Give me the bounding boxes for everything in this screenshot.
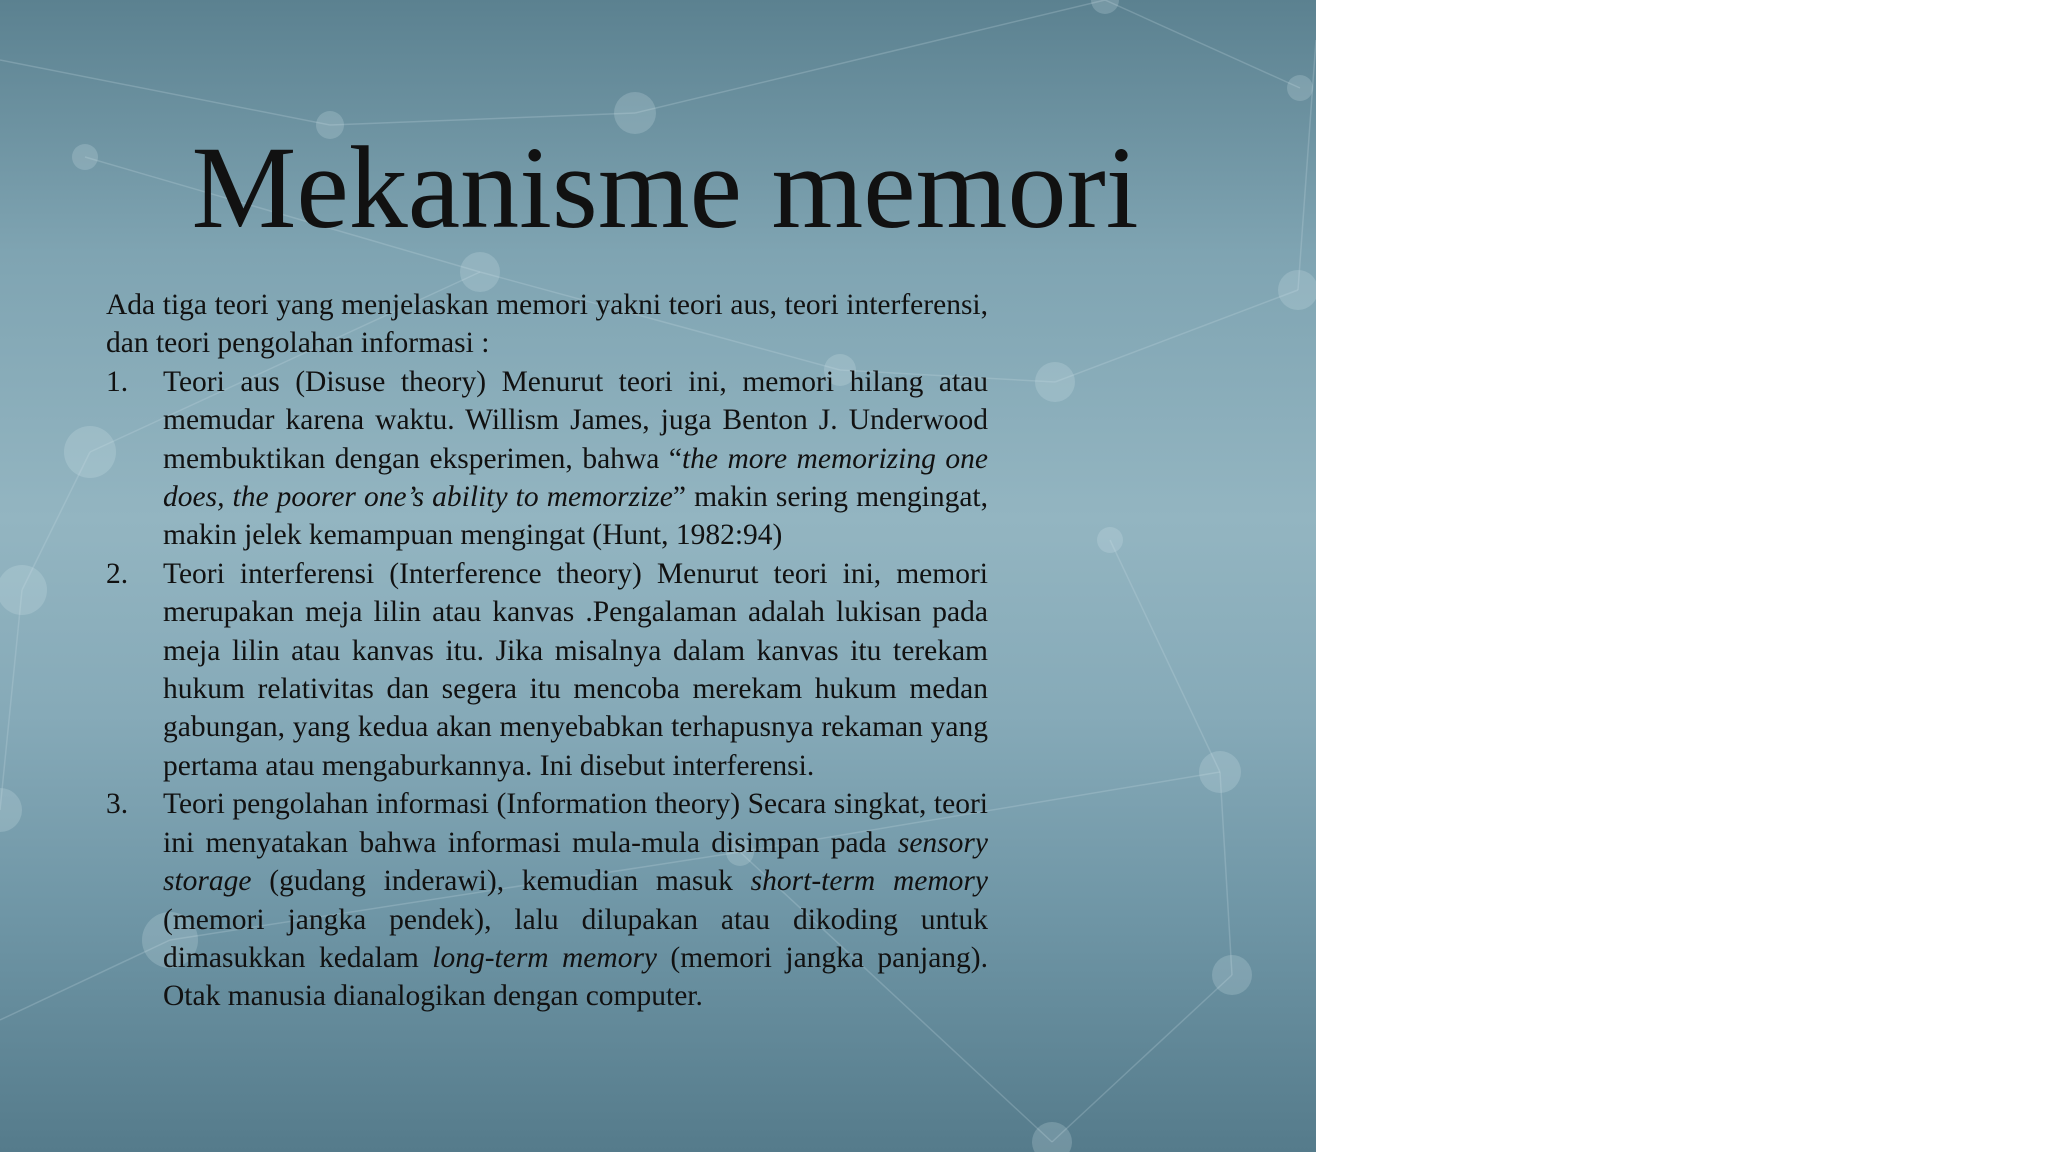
theory-item-2 <box>106 555 988 785</box>
text-run: ” makin sering mengingat, makin jelek kemampuan mengingat (Hunt, 1982:94) <box>163 481 988 552</box>
text-run: (memori jangka pendek), lalu dilupakan atau dikoding untuk dimasukkan kedalam <box>163 903 988 974</box>
item-number: 3. <box>106 788 129 821</box>
theory-item-1 <box>106 363 988 555</box>
slide-body <box>106 286 988 1016</box>
theory-item-3 <box>106 785 988 1015</box>
intro-text: Ada tiga teori yang menjelaskan memori yakni teori aus, teori interferensi, dan teori pengolahan informasi : <box>106 289 988 360</box>
item-text <box>163 363 988 555</box>
text-run-italic: short-term memory <box>750 865 988 898</box>
item-text <box>163 785 988 1015</box>
text-run: (memori jangka panjang). Otak manusia dianalogikan dengan computer. <box>163 941 988 1013</box>
item-number: 2. <box>106 557 129 590</box>
text-run-italic: long-term memory <box>432 941 658 974</box>
text-run: Teori interferensi (Interference theory) Menurut teori ini, memori merupakan meja lilin atau kanvas .Pengalaman adalah lukisan pada meja lilin atau kanvas itu. Jika misalnya dalam kanvas itu terekam hukum relativitas dan segera itu mencoba merekam hukum medan gabungan, yang kedua akan menyebabkan terhapusnya rekaman yang pertama atau mengaburkannya. Ini disebut interferensi. <box>163 557 988 782</box>
text-run-italic: sensory storage <box>163 826 988 898</box>
text-run: Teori aus (Disuse theory) Menurut teori ini, memori hilang atau memudar karena waktu. Willism James, juga Benton J. Underwood membuktikan dengan eksperimen, bahwa “ <box>163 365 988 475</box>
text-run-italic: the more memorizing one does, the poorer one’s ability to memorzize <box>163 442 988 514</box>
item-text <box>163 555 988 785</box>
slide-title: Mekanisme memori <box>191 122 1139 253</box>
text-run: (gudang inderawi), kemudian masuk <box>251 865 751 898</box>
theory-list <box>106 363 988 1016</box>
text-run: Teori pengolahan informasi (Information theory) Secara singkat, teori ini menyatakan bahwa informasi mula-mula disimpan pada <box>163 788 988 859</box>
item-number: 1. <box>106 365 129 398</box>
blank-page-area <box>1316 0 2048 1152</box>
